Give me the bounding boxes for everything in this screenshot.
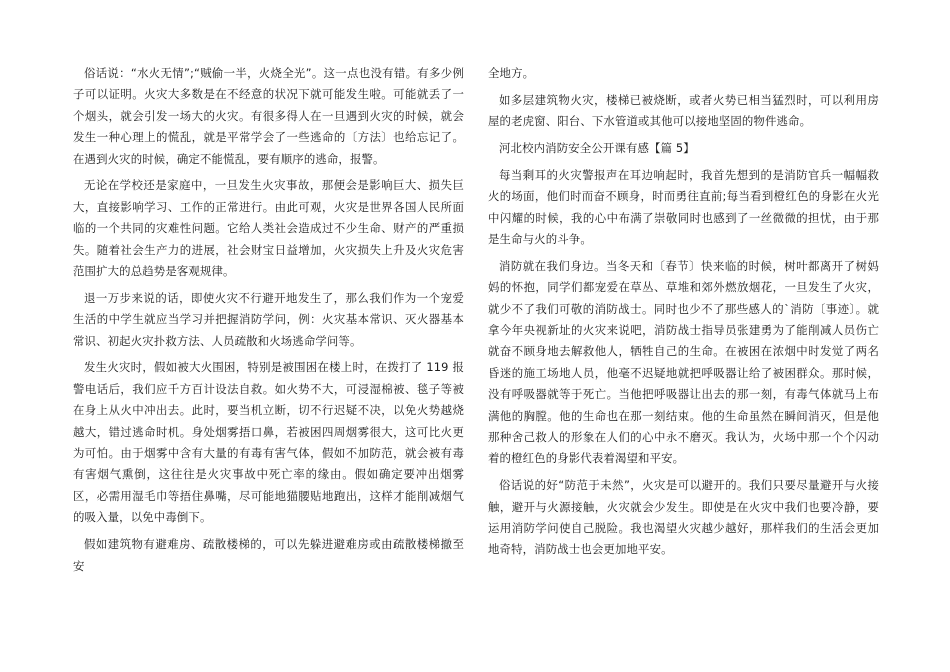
paragraph: 退一万步来说的话，即使火灾不行避开地发生了，那么我们作为一个宠爱生活的中学生就应当学习并把握消防学问，例：火灾基本常识、灭火器基本常识、初起火灾扑救方法、人员疏散和火场逃命学问等。	[73, 290, 464, 348]
paragraph: 每当剩耳的火灾警报声在耳边响起时，我首先想到的是消防官兵一幅幅救火的场面，他们时而奋不顾身，时而勇往直前;每当看到橙红色的身影在火光中闪耀的时候，我的心中布满了崇敬同时也感到了一丝微微的担忧，由于那是生命与火的斗争。	[488, 167, 879, 247]
paragraph: 无论在学校还是家庭中，一旦发生火灾事故，那便会是影响巨大、损失巨大，直接影响学习、工作的正常进行。由此可观，火灾是世界各国人民所面临的一个共同的灾难性问题。它给人类社会造成过不少生命、财产的严重损失。随着社会生产力的进展，社会财宝日益增加，火灾损失上升及火灾危害范围扩大的总趋势是客观规律。	[73, 178, 464, 279]
paragraph: 发生火灾时，假如被大火围困，特别是被围困在楼上时，在拨打了 119 报警电话后，我们应千方百计设法自救。如火势不大，可浸湿棉被、毯子等被在身上从火中冲出去。此时，要当机立断，切不行迟疑不决，以免火势越烧越大，错过逃命时机。身处烟雾捂口鼻，若被困四周烟雾很大，这可比火更为可怕。由于烟雾中含有大量的有毒有害气体，假如不加防范，就会被有毒有害烟气熏倒，这往往是火灾事故中死亡率的缘由。假如确定要冲出烟雾区，必需用湿毛巾等捂住鼻嘴，尽可能地猫腰贴地跑出，这样才能削减烟气的吸入量，以免中毒倒下。	[73, 360, 464, 525]
paragraph: 消防就在我们身边。当冬天和〔春节〕快来临的时候，树叶都离开了树妈妈的怀抱，同学们都宠爱在草丛、草堆和郊外燃放烟花，一旦发生了火灾，就少不了我们可敬的消防战士。同时也少不了那些感人的`消防〔事迹〕。就拿今年央视新址的火灾来说吧，消防战士指导员张建勇为了能削减人员伤亡就奋不顾身地去解救他人，牺牲自己的生命。在被困在浓烟中时发觉了两名昏迷的施工场地人员，他毫不迟疑地就把呼吸器让给了被困群众。那时候，没有呼吸器就等于死亡。当他把呼吸器让出去的那一刻，有毒气体就马上布满他的胸膛。他的生命也在那一刻结束。他的生命虽然在瞬间消灭，但是他那种舍己救人的形象在人们的心中永不磨灭。我认为，火场中那一个个闪动着的橙红色的身影代表着渴望和平安。	[488, 258, 879, 466]
paragraph: 假如建筑物有避难房、疏散楼梯的，可以先躲进避难房或由疏散楼梯撤至安	[73, 537, 464, 573]
paragraph: 俗话说的好“防范于未然”，火灾是可以避开的。我们只要尽量避开与火接触，避开与火源接触，火灾就会少发生。即使是在火灾中我们也要冷静，要运用消防学问使自己脱险。我也渴望火灾越少越好，那样我们的生活会更加地奇特，消防战士也会更加地平安。	[488, 478, 879, 557]
section-heading: 河北校内消防安全公开课有感【篇 5】	[499, 141, 695, 155]
right-text-column	[488, 63, 879, 566]
paragraph: 俗话说：“水火无情”;“贼偷一半，火烧全光”。这一点也没有错。有多少例子可以证明。火灾大多数是在不经意的状况下就可能发生啦。可能就丢了一个烟头，就会引发一场大的火灾。有很多得人在一旦遇到火灾的时候，就会发生一种心理上的慌乱，就是平常学会了一些逃命的〔方法〕也给忘记了。在遇到火灾的时候，确定不能慌乱，要有顺序的逃命，报警。	[73, 66, 464, 166]
paragraph: 如多层建筑物火灾，楼梯已被烧断，或者火势已相当猛烈时，可以利用房屋的老虎窗、阳台、下水管道或其他可以接地坚固的物件逃命。	[488, 92, 879, 129]
left-text-column	[73, 63, 464, 582]
paragraph-continuation: 全地方。	[488, 66, 535, 80]
